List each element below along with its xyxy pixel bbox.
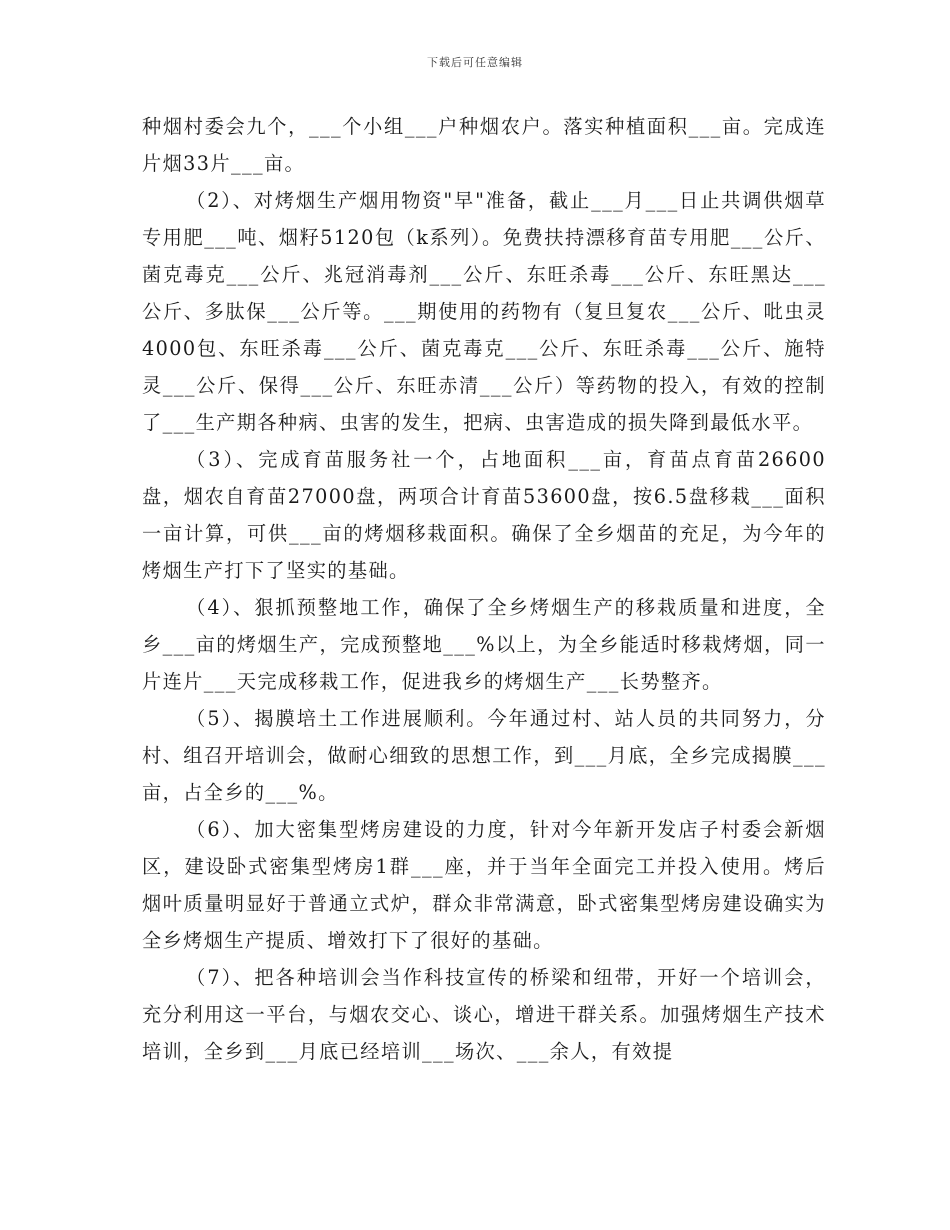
paragraph-item-5: （5）、揭膜培土工作进展顺利。今年通过村、站人员的共同努力，分村、组召开培训会，做耐心细致的思想工作，到___月底，全乡完成揭膜___亩，占全乡的___%。 (142, 707, 826, 804)
paragraph-item-2: （2）、对烤烟生产烟用物资"早"准备，截止___月___日止共调供烟草专用肥___吨、烟籽5120包（k系列）。免费扶持漂移育苗专用肥___公斤、菌克毒克___公斤、兆冠消毒剂___公斤、东旺杀毒___公斤、东旺黑达___公斤、多肽保___公斤等。___期使用的药物有（复旦复农___公斤、吡虫灵4000包、东旺杀毒___公斤、菌克毒克___公斤、东旺杀毒___公斤、施特灵___公斤、保得___公斤、东旺赤清___公斤）等药物的投入，有效的控制了___生产期各种病、虫害的发生，把病、虫害造成的损失降到最低水平。 (142, 189, 826, 434)
document-body (142, 108, 826, 1070)
paragraph-item-6: （6）、加大密集型烤房建设的力度，针对今年新开发店子村委会新烟区，建设卧式密集型烤房1群___座，并于当年全面完工并投入使用。烤后烟叶质量明显好于普通立式炉，群众非常满意，卧式密集型烤房建设确实为全乡烤烟生产提质、增效打下了很好的基础。 (142, 818, 826, 952)
paragraph-item-4: （4）、狠抓预整地工作，确保了全乡烤烟生产的移栽质量和进度，全乡___亩的烤烟生产，完成预整地___%以上，为全乡能适时移栽烤烟，同一片连片___天完成移栽工作，促进我乡的烤烟生产___长势整齐。 (142, 596, 826, 693)
page-header: 下载后可任意编辑 (427, 56, 523, 69)
paragraph-item-7: （7）、把各种培训会当作科技宣传的桥梁和纽带，开好一个培训会，充分利用这一平台，与烟农交心、谈心，增进干群关系。加强烤烟生产技术培训，全乡到___月底已经培训___场次、___余人，有效提 (142, 966, 826, 1063)
paragraph-item-3: （3）、完成育苗服务社一个，占地面积___亩，育苗点育苗26600盘，烟农自育苗27000盘，两项合计育苗53600盘，按6.5盘移栽___面积一亩计算，可供___亩的烤烟移栽面积。确保了全乡烟苗的充足，为今年的烤烟生产打下了坚实的基础。 (142, 448, 826, 582)
paragraph-continuation: 种烟村委会九个，___个小组___户种烟农户。落实种植面积___亩。完成连片烟33片___亩。 (142, 115, 826, 175)
